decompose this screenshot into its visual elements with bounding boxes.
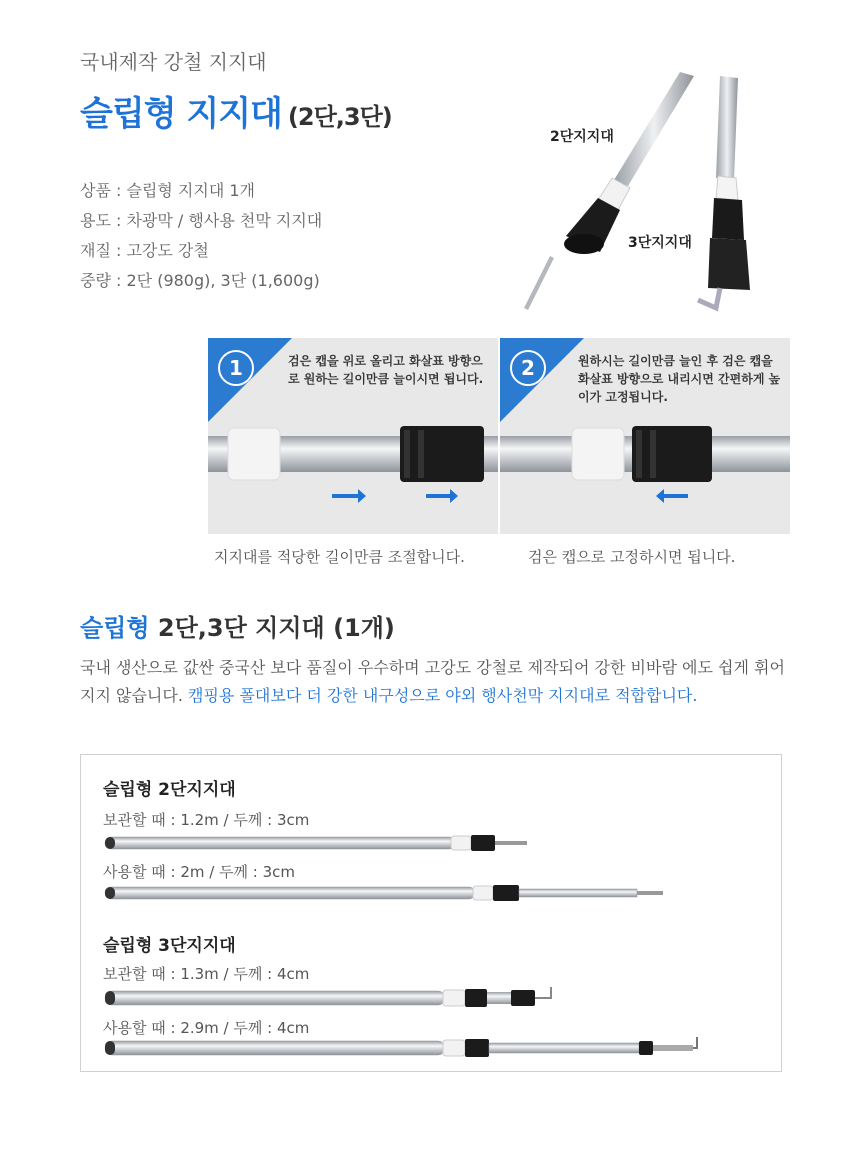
- step-1-caption: 지지대를 적당한 길이만큼 조절합니다.: [214, 548, 465, 566]
- step-corner-badge: [208, 338, 292, 422]
- hero-poles-illustration: [520, 60, 780, 320]
- step-2-caption: 검은 캡으로 고정하시면 됩니다.: [528, 548, 736, 566]
- product-title-main: 슬립형 지지대: [80, 94, 282, 134]
- step-corner-badge: [500, 338, 584, 422]
- spec-item-product: 상품 : 슬립형 지지대 1개: [80, 181, 256, 200]
- spec-item-material: 재질 : 고강도 강철: [80, 241, 209, 260]
- section-description-highlight: 캠핑용 폴대보다 더 강한 내구성으로 야외 행사천막 지지대로 적합합니다.: [182, 686, 698, 705]
- product-title-paren: (2단,3단): [287, 103, 392, 131]
- step-1-panel: [208, 338, 498, 534]
- pole-2stage-use-image: [99, 881, 679, 905]
- pole-3stage-use-image: [99, 1035, 739, 1061]
- spec-item-weight: 중량 : 2단 (980g), 3단 (1,600g): [80, 271, 320, 290]
- step-2-panel: [500, 338, 790, 534]
- spec-item-usage: 용도 : 차광막 / 행사용 천막 지지대: [80, 211, 323, 230]
- two-stage-pole-photo: [524, 72, 694, 310]
- arrow-right-icon: [332, 489, 366, 503]
- product-subtitle: 국내제작 강철 지지대: [80, 50, 267, 74]
- section-title-highlight: 슬립형: [80, 614, 150, 642]
- arrow-right-icon: [426, 489, 458, 503]
- product-title: [80, 86, 392, 135]
- section-title-rest: 2단,3단 지지대 (1개): [149, 614, 395, 642]
- spec-3stage-use: 사용할 때 : 2.9m / 두께 : 4cm: [103, 1019, 310, 1037]
- step-2-description: 원하시는 길이만큼 늘인 후 검은 캡을 화살표 방향으로 내리시면 간편하게 높이가 고정됩니다.: [578, 354, 781, 404]
- pole-2stage-storage-image: [99, 831, 559, 855]
- section-title: [80, 608, 395, 643]
- step-1-description: 검은 캡을 위로 올리고 화살표 방향으로 원하는 길이만큼 늘이시면 됩니다.: [288, 354, 484, 386]
- section-description: [80, 654, 800, 710]
- hero-product-image: [520, 60, 780, 320]
- step-number-1: 1: [218, 350, 254, 386]
- spec-2stage-storage: 보관할 때 : 1.2m / 두께 : 3cm: [103, 811, 310, 829]
- spec-3stage-storage: 보관할 때 : 1.3m / 두께 : 4cm: [103, 965, 310, 983]
- size-spec-box: [80, 754, 782, 1072]
- spec-2stage-use: 사용할 때 : 2m / 두께 : 3cm: [103, 863, 296, 881]
- three-stage-pole-photo: [698, 76, 750, 308]
- pole-3stage-storage-image: [99, 983, 579, 1011]
- section-description-main: 국내 생산으로 값싼 중국산 보다 품질이 우수하며 고강도 강철로 제작되어 강한 비바람 에도 쉽게 휘어지지 않습니다.: [80, 658, 785, 705]
- product-spec-list: [80, 176, 322, 296]
- hero-label-3stage: 3단지지대: [628, 235, 692, 251]
- step-number-2: 2: [510, 350, 546, 386]
- arrow-left-icon: [656, 489, 688, 503]
- spec-heading-3stage: 슬립형 3단지지대: [103, 936, 236, 956]
- hero-label-2stage: 2단지지대: [550, 129, 614, 145]
- spec-heading-2stage: 슬립형 2단지지대: [103, 780, 236, 800]
